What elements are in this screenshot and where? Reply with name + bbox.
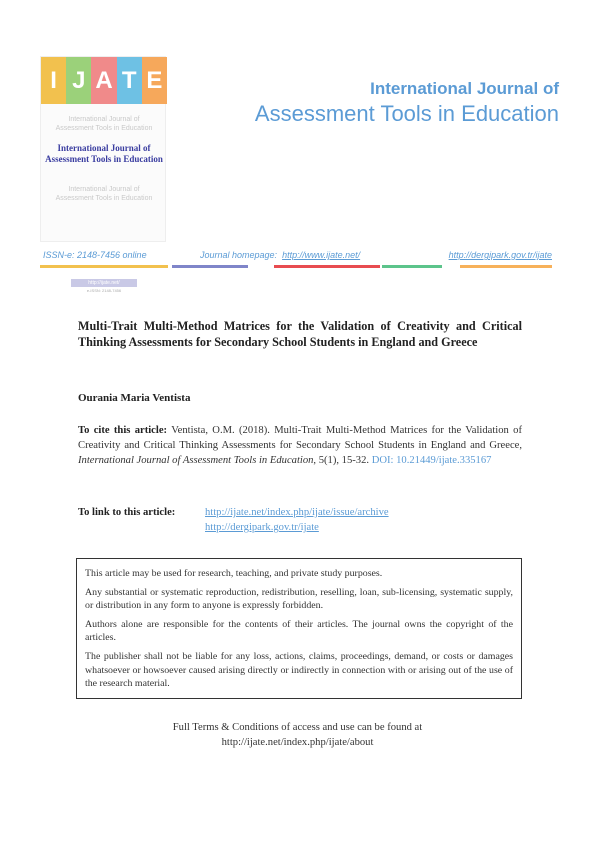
cite-text: Ventista, O.M. (2018). Multi-Trait Multi-Method Matrices for the Validation of Creativity and Critical Thinking Assessments for Secondary School Students in England and Greece, — [78, 425, 522, 452]
cover-website: http://ijate.net/ — [71, 279, 137, 287]
usage-notice-box — [76, 558, 522, 699]
citation-block — [78, 423, 522, 469]
dergipark-link[interactable]: http://dergipark.gov.tr/ijate — [448, 250, 552, 260]
cover-main-title: International Journal of Assessment Tools in Education — [45, 143, 163, 164]
archive-link[interactable]: http://ijate.net/index.php/ijate/issue/archive — [205, 507, 389, 518]
logo-letter: J — [66, 57, 91, 104]
color-bar-orange — [460, 265, 552, 268]
cite-journal: International Journal of Assessment Tools in Education — [78, 455, 314, 467]
color-bar-purple — [172, 265, 248, 268]
homepage-label: Journal homepage: — [200, 250, 278, 260]
cite-label: To cite this article: — [78, 425, 168, 436]
issn-label: ISSN-e: 2148-7456 online — [43, 250, 147, 260]
doi-link[interactable]: DOI: 10.21449/ijate.335167 — [371, 455, 492, 467]
terms-text: Full Terms & Conditions of access and use can be found at — [172, 722, 423, 733]
terms-link[interactable]: http://ijate.net/index.php/ijate/about — [221, 737, 374, 748]
ijate-logo — [41, 57, 167, 104]
logo-letter: E — [142, 57, 167, 104]
notice-paragraph: The publisher shall not be liable for any loss, actions, claims, proceedings, demand, or costs or damages whatsoever or howsoever caused arising directly or indirectly in connection with or arising out of the use of the research material. — [85, 650, 513, 690]
article-title: Multi-Trait Multi-Method Matrices for the Validation of Creativity and Critical Thinking Assessments for Secondary School Students in England and Greece — [78, 319, 522, 349]
color-bar-yellow — [40, 265, 168, 268]
cover-issn: e-ISSN: 2148-7456 — [86, 288, 122, 293]
color-bar-green — [382, 265, 442, 268]
cover-faded-title-bottom: International Journal of Assessment Tools in Education — [55, 186, 153, 202]
dergipark-article-link[interactable]: http://dergipark.gov.tr/ijate — [205, 522, 319, 533]
color-bar-red — [274, 265, 380, 268]
logo-letter: A — [91, 57, 116, 104]
link-label: To link to this article: — [78, 507, 176, 518]
article-author: Ourania Maria Ventista — [78, 392, 191, 404]
journal-title-line-1: International Journal of — [370, 79, 559, 98]
notice-paragraph: Authors alone are responsible for the contents of their articles. The journal owns the copyright of the articles. — [85, 618, 513, 644]
notice-paragraph: This article may be used for research, teaching, and private study purposes. — [85, 568, 383, 579]
journal-homepage — [200, 250, 360, 260]
notice-paragraph: Any substantial or systematic reproduction, redistribution, reselling, loan, sub-licensing, systematic supply, or distribution in any form to anyone is expressly forbidden. — [85, 586, 513, 612]
logo-letter: T — [117, 57, 142, 104]
cover-faded-title-top: International Journal of Assessment Tools in Education — [55, 116, 153, 132]
logo-letter: I — [41, 57, 66, 104]
homepage-link[interactable]: http://www.ijate.net/ — [282, 250, 361, 260]
cite-volume: , 5(1), 15-32. — [313, 455, 370, 467]
journal-title-line-2: Assessment Tools in Education — [254, 101, 559, 126]
